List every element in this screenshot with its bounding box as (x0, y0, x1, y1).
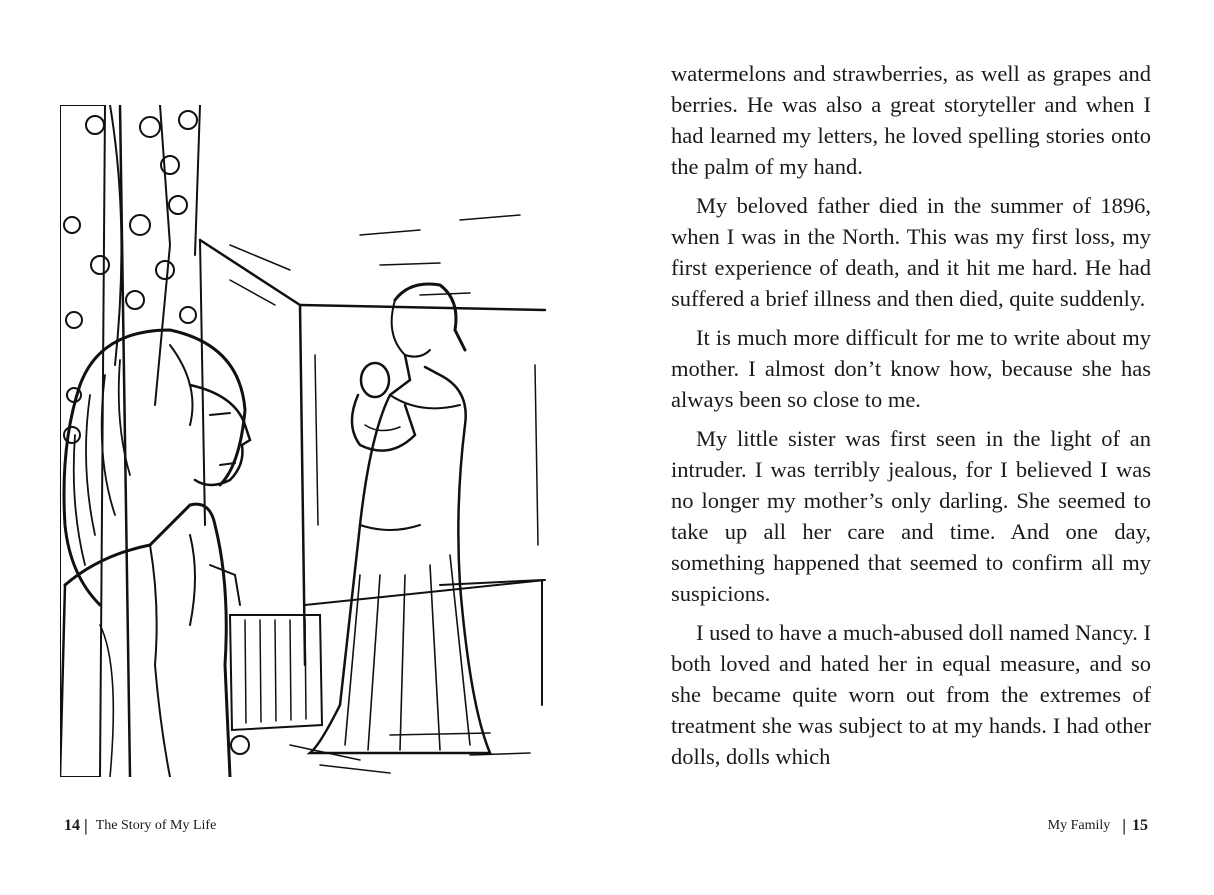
left-page-footer (64, 816, 216, 836)
illustration-mother-with-baby (60, 105, 548, 777)
paragraph: I used to have a much-abused doll named Nancy. I both loved and hated her in equal measure, and so she became quite worn out from the extremes of treatment she was subject to at my hands. I had other dolls, dolls which (671, 620, 1151, 769)
page-number-right: 15 (1132, 817, 1148, 834)
footer-separator: | (1122, 816, 1126, 835)
page-number-left: 14 (64, 817, 80, 834)
paragraph: My beloved father died in the summer of 1896, when I was in the North. This was my first loss, my first experience of death, and it hit me hard. He had suffered a brief illness and then died, quite suddenly. (671, 193, 1151, 311)
chapter-body-text (671, 58, 1151, 780)
paragraph: watermelons and strawberries, as well as grapes and berries. He was also a great storyteller and when I had learned my letters, he loved spelling stories onto the palm of my hand. (671, 61, 1151, 179)
running-title-chapter: My Family (1047, 818, 1111, 833)
right-page-footer (1048, 816, 1148, 836)
running-title-book: The Story of My Life (95, 818, 217, 833)
paragraph: My little sister was first seen in the light of an intruder. I was terribly jealous, for I believed I was no longer my mother’s only darling. She seemed to take up all her care and time. And one day, something happened that seemed to confirm all my suspicions. (671, 426, 1151, 606)
right-page (607, 0, 1214, 895)
footer-separator: | (84, 816, 88, 835)
paragraph: It is much more difficult for me to write about my mother. I almost don’t know how, because she has always been so close to me. (671, 325, 1151, 412)
